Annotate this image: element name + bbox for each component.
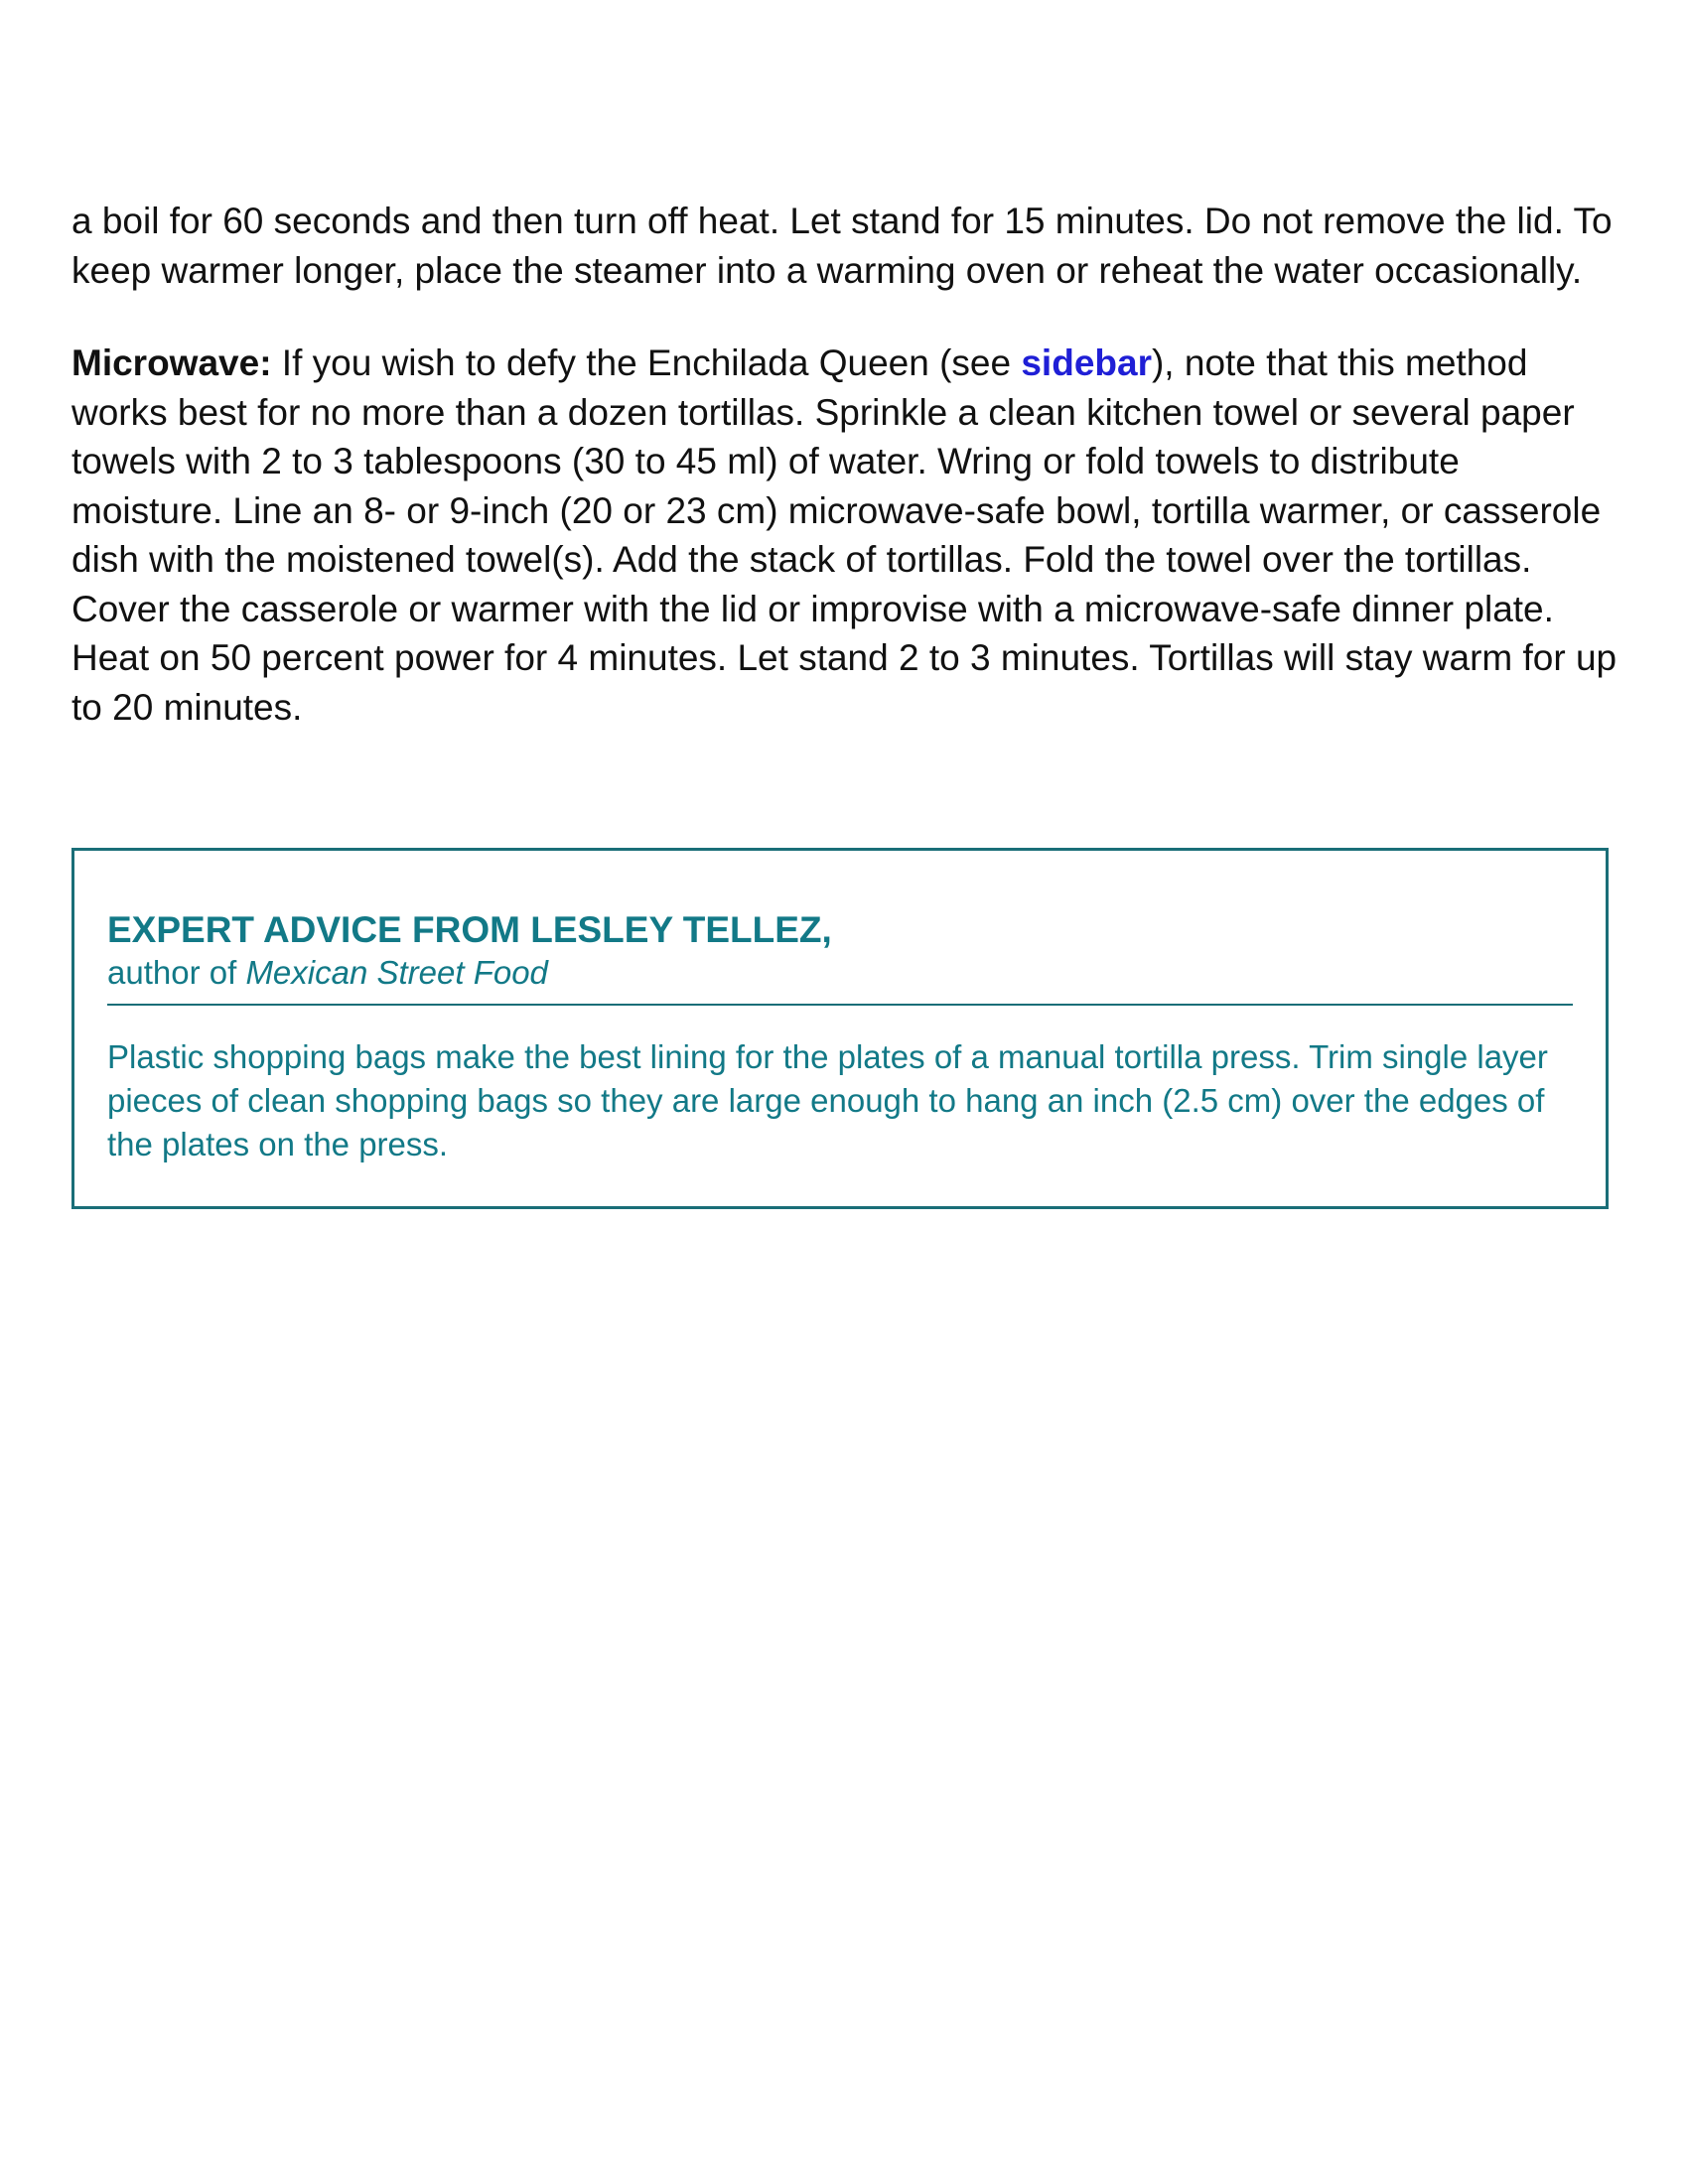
sidebar-title: EXPERT ADVICE FROM LESLEY TELLEZ, [107,909,832,950]
microwave-label: Microwave: [71,342,272,383]
microwave-text-after-link: ), note that this method works best for no more than a dozen tortillas. Sprinkle a clean kitchen towel or several paper towels with 2 to 3 tablespoons (30 to 45 ml) of water. Wring or fold towels to distribute moisture. Line an 8- or 9-inch (20 or 23 cm) microwave-safe bowl, tortilla warmer, or casserole dish with the moistened towel(s). Add the stack of tortillas. Fold the towel over the tortillas. Cover the casserole or warmer with the lid or improvise with a microwave-safe dinner plate. Heat on 50 percent power for 4 minutes. Let stand 2 to 3 minutes. Tortillas will stay warm for up to 20 minutes. [71,342,1618,728]
paragraph-steamer-continued: a boil for 60 seconds and then turn off heat. Let stand for 15 minutes. Do not remove the lid. To keep warmer longer, place the steamer into a warming oven or reheat the water occasionally. [71,201,1613,291]
sidebar-text: Plastic shopping bags make the best lining for the plates of a manual tortilla press. Trim single layer pieces of clean shopping bags so they are large enough to hang an inch (2.5 cm) over the edges of the plates on the press. [107,1038,1548,1162]
book-title: Mexican Street Food [245,954,548,991]
sidebar-link[interactable]: sidebar [1021,342,1152,383]
sidebar-divider [107,1004,1573,1006]
sidebar-byline [107,952,1573,994]
paragraph-microwave [71,339,1620,732]
main-content [71,197,1620,732]
expert-advice-sidebar [71,848,1609,1209]
microwave-text-before-link: If you wish to defy the Enchilada Queen (see [271,342,1022,383]
byline-prefix: author of [107,954,246,991]
